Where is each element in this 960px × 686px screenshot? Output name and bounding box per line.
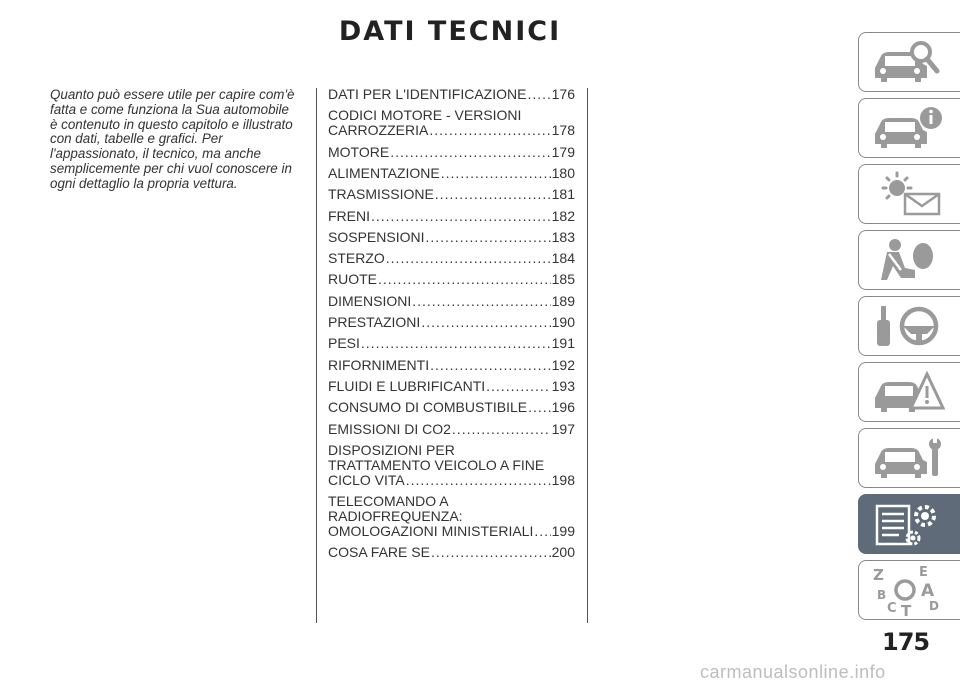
toc-entry-line	[328, 458, 575, 473]
toc-entry[interactable]	[328, 230, 575, 245]
toc-entry-title: DIMENSIONI	[328, 292, 412, 309]
toc-entry-title: RUOTE	[328, 271, 377, 288]
car-info-icon	[871, 104, 951, 154]
toc-entry[interactable]	[328, 336, 575, 351]
toc-entry[interactable]	[328, 400, 575, 415]
toc-page-number: 196	[551, 399, 575, 416]
toc-entry[interactable]	[328, 166, 575, 181]
tab-car-search[interactable]	[858, 32, 960, 92]
toc-entry-line	[328, 545, 575, 560]
toc-page-number: 200	[551, 544, 575, 561]
toc-entry-title: FRENI	[328, 207, 370, 224]
car-warning-triangle-icon	[871, 368, 951, 418]
toc-entry-title: TRASMISSIONE	[328, 186, 434, 203]
index-letter: A	[921, 581, 935, 601]
toc-entry[interactable]	[328, 443, 575, 488]
toc-entry-line	[328, 187, 575, 202]
toc-page-number: 184	[551, 250, 575, 267]
toc-entry-line	[328, 336, 575, 351]
toc-entry-title: PRESTAZIONI	[328, 314, 421, 330]
toc-entry-title: CODICI MOTORE - VERSIONI	[328, 107, 522, 124]
toc-entry[interactable]	[328, 379, 575, 394]
toc-entry[interactable]	[328, 494, 575, 539]
tab-maintenance[interactable]	[858, 428, 960, 488]
column-divider-right	[587, 88, 588, 623]
toc-page-number: 178	[551, 122, 575, 139]
page-title: DATI TECNICI	[338, 16, 562, 47]
toc-entry-title: OMOLOGAZIONI MINISTERIALI	[328, 523, 534, 540]
toc-entry-line	[328, 230, 575, 245]
toc-leader-dots	[430, 358, 551, 373]
toc-entry-title: DISPOSIZIONI PER	[328, 441, 455, 458]
toc-leader-dots	[534, 524, 550, 539]
toc-entry-title: TELECOMANDO A	[328, 493, 449, 510]
toc-leader-dots	[425, 230, 550, 245]
toc-page-number: 180	[551, 164, 575, 181]
toc-entry-title: CICLO VITA	[328, 471, 405, 488]
toc-entry-line	[328, 509, 575, 524]
toc-entry-title: PESI	[328, 335, 360, 352]
index-letter: T	[901, 602, 912, 616]
tab-technical-data[interactable]	[858, 494, 960, 554]
toc-page-number: 185	[551, 271, 575, 288]
toc-entry-line	[328, 294, 575, 309]
tab-start-drive[interactable]	[858, 296, 960, 356]
index-letter: Z	[873, 566, 884, 584]
toc-leader-dots	[386, 251, 551, 266]
toc-entry-title: RIFORNIMENTI	[328, 356, 430, 373]
toc-entry-title: CARROZZERIA	[328, 122, 429, 139]
toc-entry[interactable]	[328, 545, 575, 560]
toc-entry-line	[328, 108, 575, 123]
alphabetical-index-icon	[871, 566, 951, 616]
toc-page-number: 183	[551, 228, 575, 245]
tab-car-info[interactable]	[858, 98, 960, 158]
toc-entry-title: DATI PER L'IDENTIFICAZIONE	[328, 86, 527, 102]
toc-entry[interactable]	[328, 108, 575, 138]
toc-page-number: 191	[551, 335, 575, 352]
watermark-text: carmanualsonline.info	[700, 662, 886, 682]
toc-entry-line	[328, 251, 575, 266]
toc-entry-title: STERZO	[328, 250, 385, 267]
toc-page-number: 199	[551, 523, 575, 540]
column-divider-left	[316, 88, 317, 623]
toc-entry-title: RADIOFREQUENZA:	[328, 508, 463, 525]
page-number: 175	[882, 628, 930, 656]
toc-entry-line	[328, 524, 575, 539]
toc-entry-line	[328, 209, 575, 224]
toc-entry-title: EMISSIONI DI CO2	[328, 420, 451, 437]
toc-entry-title: CONSUMO DI COMBUSTIBILE	[328, 399, 528, 416]
index-letter: E	[919, 566, 928, 580]
toc-entry-title: TRATTAMENTO VEICOLO A FINE	[328, 456, 545, 473]
tab-index[interactable]	[858, 560, 960, 620]
toc-page-number: 179	[551, 143, 575, 160]
toc-entry-line	[328, 315, 575, 330]
toc-page-number: 189	[551, 292, 575, 309]
toc-leader-dots	[412, 294, 550, 309]
toc-leader-dots	[431, 545, 551, 560]
toc-entry-title: MOTORE	[328, 143, 390, 160]
toc-leader-dots	[378, 272, 551, 287]
toc-entry[interactable]	[328, 272, 575, 287]
toc-entry-line	[328, 87, 575, 102]
toc-entry-line	[328, 358, 575, 373]
toc-entry[interactable]	[328, 294, 575, 309]
toc-leader-dots	[486, 379, 551, 394]
toc-entry-title: ALIMENTAZIONE	[328, 164, 440, 181]
chapter-intro: Quanto può essere utile per capire com'è fatta e come funziona la Sua automobile è contenuto in questo capitolo e illustrato con dati, tabelle e grafici. Per l'appassionato, il tecnico, ma anche semplicemente per chi vuol conoscere in ogni dettaglio la propria vettura.	[50, 87, 295, 191]
index-letter: D	[929, 599, 939, 613]
toc-leader-dots	[429, 123, 550, 138]
seat-airbag-icon	[871, 236, 951, 286]
toc-entry-line	[328, 166, 575, 181]
toc-leader-dots	[441, 166, 551, 181]
toc-entry-line	[328, 422, 575, 437]
toc-entry[interactable]	[328, 315, 575, 330]
toc-entry[interactable]	[328, 209, 575, 224]
toc-entry-line	[328, 123, 575, 138]
toc-page-number: 193	[551, 377, 575, 394]
toc-leader-dots	[452, 422, 551, 437]
toc-leader-dots	[527, 87, 550, 102]
tab-safety[interactable]	[858, 230, 960, 290]
toc-leader-dots	[406, 473, 551, 488]
toc-page-number: 197	[551, 420, 575, 437]
toc-entry-line	[328, 272, 575, 287]
toc-entry-line	[328, 379, 575, 394]
toc-leader-dots	[528, 400, 551, 415]
toc-entry-title: FLUIDI E LUBRIFICANTI	[328, 377, 486, 394]
toc-leader-dots	[371, 209, 551, 224]
toc-entry-line	[328, 145, 575, 160]
tab-warning-lights[interactable]	[858, 164, 960, 224]
toc-page-number: 192	[551, 356, 575, 373]
toc-leader-dots	[390, 145, 550, 160]
toc-leader-dots	[421, 315, 550, 330]
toc-leader-dots	[435, 187, 551, 202]
toc-page-number: 181	[551, 186, 575, 203]
toc-entry[interactable]	[328, 251, 575, 266]
toc-entry[interactable]	[328, 358, 575, 373]
car-wrench-icon	[871, 434, 951, 484]
toc-page-number: 182	[551, 207, 575, 224]
toc-entry[interactable]	[328, 422, 575, 437]
toc-entry[interactable]	[328, 87, 575, 102]
toc-entry-line	[328, 494, 575, 509]
index-letter: B	[877, 588, 887, 602]
toc-entry[interactable]	[328, 187, 575, 202]
toc-entry-line	[328, 443, 575, 458]
toc-entry-title: COSA FARE SE	[328, 544, 430, 561]
toc-page-number: 190	[551, 314, 575, 330]
toc-leader-dots	[361, 336, 551, 351]
index-letter: C	[887, 601, 897, 616]
toc-entry-title: SOSPENSIONI	[328, 228, 425, 245]
toc-entry-line	[328, 473, 575, 488]
tab-emergency[interactable]	[858, 362, 960, 422]
technical-data-gear-icon	[871, 500, 951, 550]
toc-page-number: 176	[551, 86, 575, 102]
key-steering-wheel-icon	[871, 302, 951, 352]
car-search-icon	[871, 38, 951, 88]
toc-entry[interactable]	[328, 145, 575, 160]
warning-light-message-icon	[871, 170, 951, 220]
toc-entry-line	[328, 400, 575, 415]
toc-page-number: 198	[551, 471, 575, 488]
